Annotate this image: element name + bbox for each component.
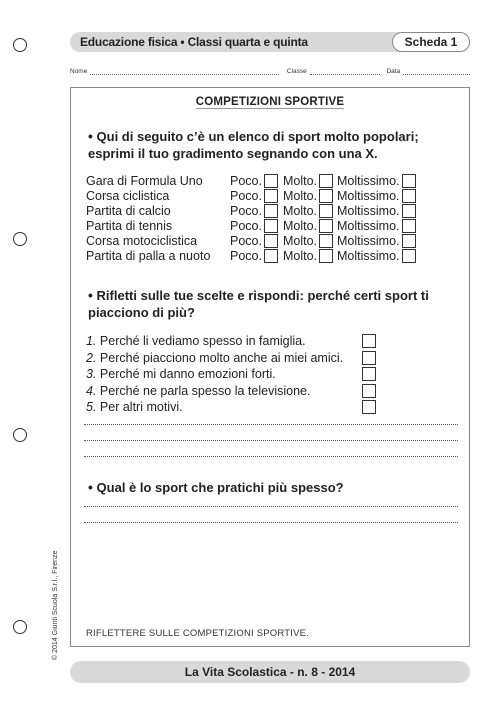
header-bar (70, 32, 470, 52)
table-row (86, 203, 446, 218)
data-field[interactable] (386, 68, 470, 75)
footer-bar: La Vita Scolastica - n. 8 - 2014 (70, 661, 470, 683)
checkbox-molto[interactable] (319, 234, 333, 248)
page-title (71, 96, 469, 108)
rating-label-poco: Poco. (230, 203, 262, 218)
bullet-icon: • (88, 287, 93, 303)
reason-text: Per altri motivi. (99, 400, 183, 415)
scheda-badge: Scheda 1 (392, 32, 470, 52)
checkbox-moltissimo[interactable] (402, 189, 416, 203)
rating-label-moltissimo: Moltissimo. (337, 248, 400, 263)
bullet-icon: • (88, 479, 93, 495)
checkbox-reason[interactable] (362, 384, 376, 398)
sport-name: Partita di calcio (86, 203, 171, 218)
header-title: Educazione fisica • Classi quarta e quinta (80, 35, 308, 49)
checkbox-moltissimo[interactable] (402, 174, 416, 188)
rating-label-poco: Poco. (230, 248, 262, 263)
list-item (86, 366, 376, 383)
rating-label-poco: Poco. (230, 173, 262, 188)
sport-rating-table (86, 173, 446, 263)
rating-label-moltissimo: Moltissimo. (337, 188, 400, 203)
checkbox-moltissimo[interactable] (402, 204, 416, 218)
question-3 (88, 479, 458, 496)
worksheet-box (70, 87, 470, 647)
answer-line[interactable] (84, 440, 458, 441)
rating-label-molto: Molto. (282, 173, 318, 188)
sport-name: Corsa motociclistica (86, 233, 198, 248)
classe-label: Classe (286, 68, 307, 75)
data-label: Data (386, 68, 401, 75)
punch-hole-4 (13, 620, 27, 634)
table-row (86, 188, 446, 203)
checkbox-moltissimo[interactable] (402, 249, 416, 263)
checkbox-poco[interactable] (264, 204, 278, 218)
question-2 (88, 287, 458, 321)
rating-label-molto: Molto. (282, 218, 318, 233)
question-1 (88, 128, 458, 162)
rating-label-molto: Molto. (282, 233, 318, 248)
sport-name: Partita di palla a nuoto (86, 248, 211, 263)
nome-field[interactable] (70, 68, 279, 75)
rating-label-molto: Molto. (282, 188, 318, 203)
list-item (86, 383, 376, 400)
rating-label-molto: Molto. (282, 248, 318, 263)
checkbox-reason[interactable] (362, 367, 376, 381)
rating-label-poco: Poco. (230, 188, 262, 203)
question-3-text: Qual è lo sport che pratichi più spesso? (96, 480, 344, 495)
table-row (86, 218, 446, 233)
reason-text: Perché piacciono molto anche ai miei amici. (99, 350, 344, 365)
table-row (86, 233, 446, 248)
rating-label-moltissimo: Moltissimo. (337, 203, 400, 218)
rating-label-moltissimo: Moltissimo. (337, 173, 400, 188)
reason-list (86, 333, 376, 416)
punch-hole-1 (13, 38, 27, 52)
rating-label-molto: Molto. (282, 203, 318, 218)
answer-line[interactable] (84, 522, 458, 523)
checkbox-molto[interactable] (319, 204, 333, 218)
rating-label-moltissimo: Moltissimo. (337, 218, 400, 233)
punch-hole-2 (13, 232, 27, 246)
reason-number: 3. (86, 367, 97, 382)
checkbox-poco[interactable] (264, 219, 278, 233)
list-item (86, 399, 376, 416)
checkbox-poco[interactable] (264, 189, 278, 203)
reason-number: 2. (86, 350, 97, 365)
question-1-text: Qui di seguito c’è un elenco di sport molto popolari; esprimi il tuo gradimento segnando con una X. (88, 129, 419, 161)
reason-number: 1. (86, 334, 97, 349)
sport-name: Corsa ciclistica (86, 188, 170, 203)
answer-line[interactable] (84, 424, 458, 425)
sport-name: Gara di Formula Uno (86, 173, 203, 188)
classe-field[interactable] (287, 68, 381, 75)
checkbox-poco[interactable] (264, 234, 278, 248)
list-item (86, 333, 376, 350)
reason-number: 5. (86, 400, 97, 415)
reason-text: Perché ne parla spesso la televisione. (99, 383, 311, 398)
question-2-text: Rifletti sulle tue scelte e rispondi: perché certi sport ti piacciono di più? (88, 288, 429, 320)
student-fields (70, 68, 470, 75)
checkbox-poco[interactable] (264, 174, 278, 188)
rating-label-poco: Poco. (230, 218, 262, 233)
reason-text: Perché mi danno emozioni forti. (99, 367, 276, 382)
checkbox-moltissimo[interactable] (402, 234, 416, 248)
copyright-text: © 2014 Giunti Scuola S.r.l., Firenze (52, 550, 59, 660)
checkbox-moltissimo[interactable] (402, 219, 416, 233)
list-item (86, 350, 376, 367)
table-row (86, 173, 446, 188)
answer-line[interactable] (84, 506, 458, 507)
nome-label: Nome (70, 68, 88, 75)
rating-label-poco: Poco. (230, 233, 262, 248)
checkbox-poco[interactable] (264, 249, 278, 263)
checkbox-molto[interactable] (319, 249, 333, 263)
checkbox-molto[interactable] (319, 219, 333, 233)
checkbox-molto[interactable] (319, 174, 333, 188)
table-row (86, 248, 446, 263)
reason-text: Perché li vediamo spesso in famiglia. (99, 334, 306, 349)
rating-label-moltissimo: Moltissimo. (337, 233, 400, 248)
answer-line[interactable] (84, 456, 458, 457)
sport-name: Partita di tennis (86, 218, 173, 233)
page-title-text: COMPETIZIONI SPORTIVE (195, 96, 345, 108)
worksheet-topic-note: RIFLETTERE SULLE COMPETIZIONI SPORTIVE. (86, 628, 309, 639)
reason-number: 4. (86, 383, 97, 398)
checkbox-reason[interactable] (362, 400, 376, 414)
checkbox-reason[interactable] (362, 351, 376, 365)
checkbox-reason[interactable] (362, 334, 376, 348)
checkbox-molto[interactable] (319, 189, 333, 203)
punch-hole-3 (13, 428, 27, 442)
bullet-icon: • (88, 128, 93, 144)
